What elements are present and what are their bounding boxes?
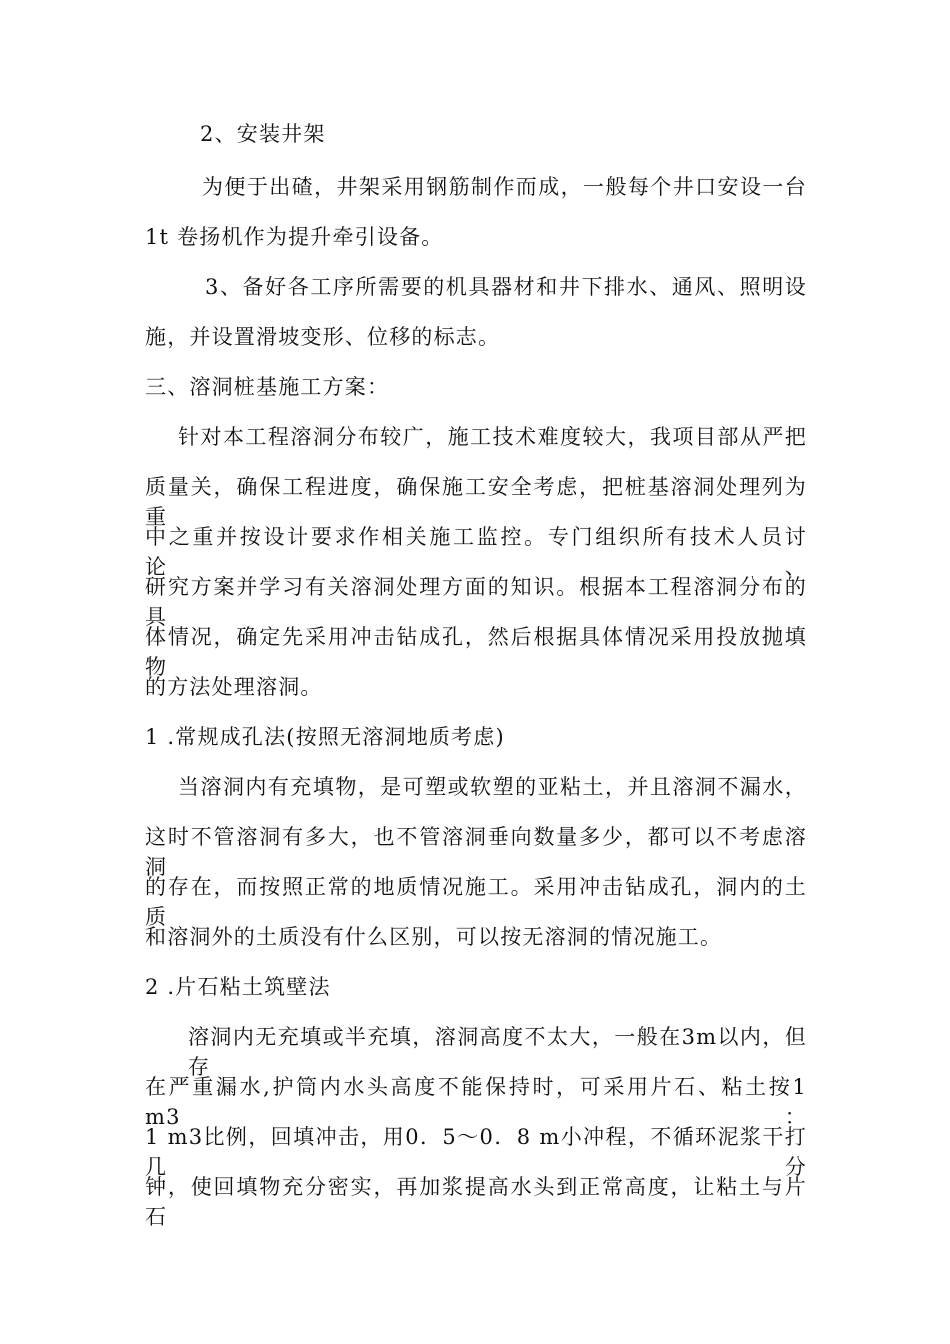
paragraph-line: 1t 卷扬机作为提升牵引设备。 <box>145 225 444 249</box>
subsection-heading-rubble-clay-method: 2 .片石粘土筑壁法 <box>145 975 331 999</box>
paragraph-line: 针对本工程溶洞分布较广，施工技术难度较大，我项目部从严把 <box>178 425 807 449</box>
paragraph-line: 质量关，确保工程进度，确保施工安全考虑，把桩基溶洞处理列为重 <box>145 475 807 529</box>
paragraph-line: 中之重并按设计要求作相关施工监控。专门组织所有技术人员讨论、 <box>145 525 807 579</box>
paragraph-line: 3、备好各工序所需要的机具器材和井下排水、通风、照明设 <box>205 275 807 299</box>
subsection-heading-conventional-method: 1 .常规成孔法(按照无溶洞地质考虑) <box>145 725 505 749</box>
section-heading-install-derrick: 2、安装井架 <box>200 122 326 146</box>
paragraph-line: 为便于出碴，井架采用钢筋制作而成，一般每个井口安设一台 <box>202 175 807 199</box>
paragraph-line: 钟，使回填物充分密实，再加浆提高水头到正常高度，让粘土与片石 <box>145 1175 807 1229</box>
paragraph-line: 研究方案并学习有关溶洞处理方面的知识。根据本工程溶洞分布的具 <box>145 575 807 629</box>
paragraph-line: 施，并设置滑坡变形、位移的标志。 <box>145 325 501 349</box>
paragraph-line: 的存在，而按照正常的地质情况施工。采用冲击钻成孔，洞内的土质 <box>145 875 807 929</box>
paragraph-line: 在严重漏水,护筒内水头高度不能保持时，可采用片石、粘土按1 m3： <box>145 1075 807 1129</box>
paragraph-line: 1 m3比例，回填冲击，用0．5～0．8 m小冲程，不循环泥浆干打几分 <box>145 1125 807 1179</box>
paragraph-line: 当溶洞内有充填物，是可塑或软塑的亚粘土，并且溶洞不漏水， <box>178 775 807 799</box>
paragraph-line: 这时不管溶洞有多大，也不管溶洞垂向数量多少，都可以不考虑溶洞 <box>145 825 807 879</box>
paragraph-line: 体情况，确定先采用冲击钻成孔，然后根据具体情况采用投放抛填物 <box>145 625 807 679</box>
paragraph-line: 和溶洞外的土质没有什么区别，可以按无溶洞的情况施工。 <box>145 925 723 949</box>
paragraph-line: 溶洞内无充填或半充填，溶洞高度不太大，一般在3m以内，但存 <box>188 1025 807 1079</box>
section-heading-karst-pile-plan: 三、溶洞桩基施工方案： <box>145 375 390 399</box>
paragraph-line: 的方法处理溶洞。 <box>145 675 323 699</box>
